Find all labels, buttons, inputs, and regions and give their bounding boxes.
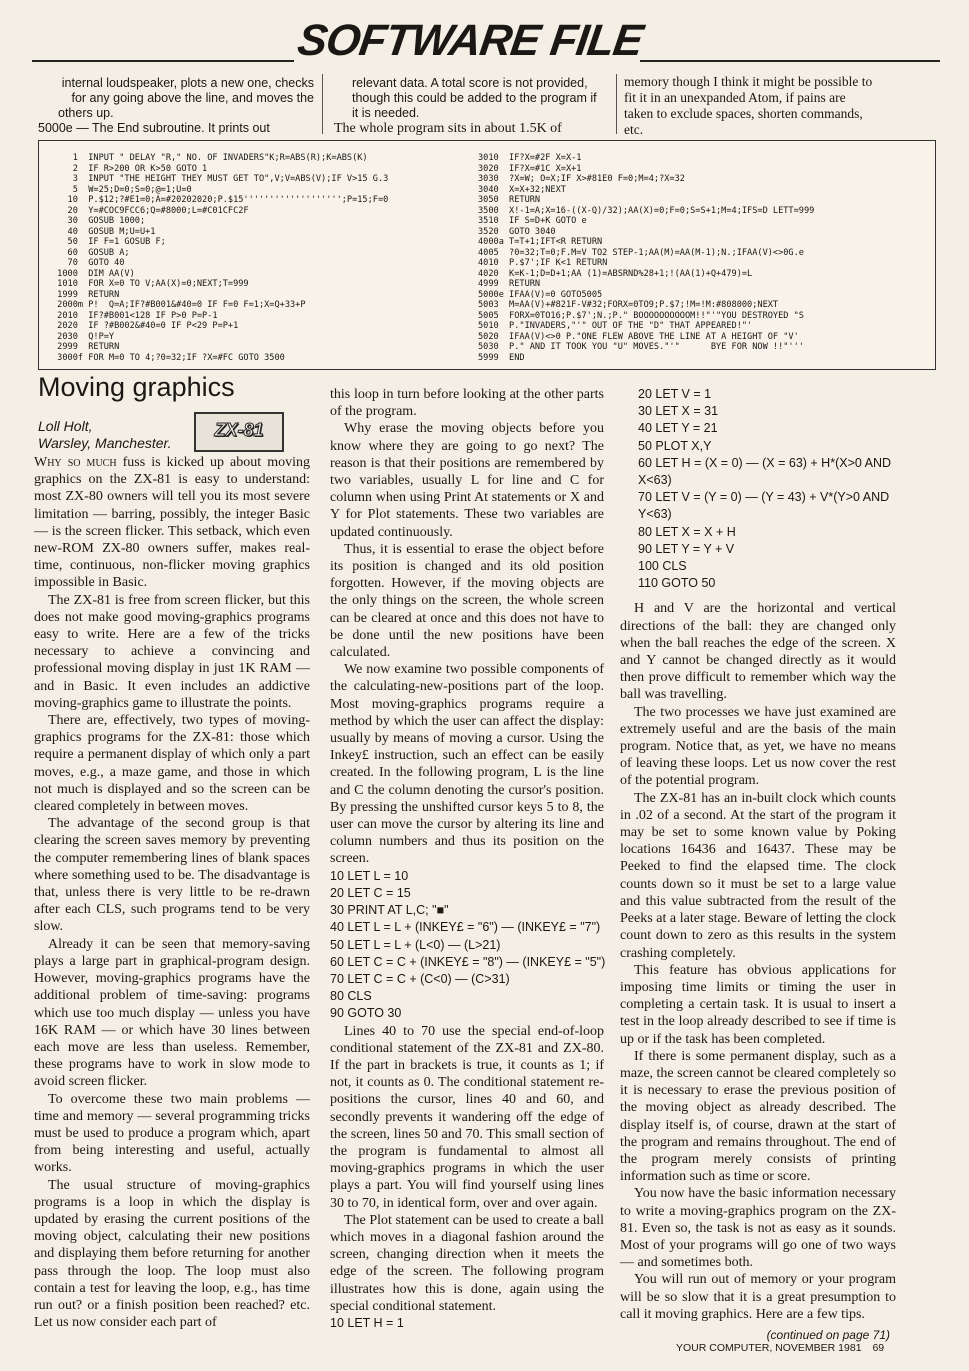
- listing-line: 90 LET Y = Y + V: [638, 541, 735, 556]
- code-line: 50 IF F=1 GOSUB F;: [52, 237, 166, 247]
- listing-line: 20 LET C = 15: [330, 885, 411, 900]
- paragraph: If there is some permanent display, such as a maze, the screen cannot be cleared completely so it is necessary to erase the previous position of the moving object as already described. The display itself is, of course, drawn at the start of the program and remains throughout. The end of the program merely consists of printing information such as time or score.: [620, 1048, 896, 1185]
- code-line: 5003 M=AA(V)+#821F-V#32;FORX=0TO9;P.$7;!M=!M:#808000;NEXT: [478, 300, 779, 310]
- code-line: 3520 GOTO 3040: [478, 226, 556, 237]
- code-line: 2999 RETURN: [52, 342, 120, 352]
- code-line: 2030 Q!P=Y: [52, 331, 115, 342]
- paragraph: Lines 40 to 70 use the special end-of-loop conditional statement of the ZX-81 and ZX-80. If the part in brackets is true, it counts as 1; if not, it counts as 0. The conditional statement re-positions the cursor, lines 40 and 60, and secondly prevents it wandering off the edge of the screen, lines 50 and 70. This small section of the program is fundamental to almost all moving-graphics programs in which the user plays a part. You will find yourself using lines 30 to 70, in identical form, over and over again.: [330, 1023, 604, 1211]
- code-line: 2000m P! Q=A;IF?#B001&#40=0 IF F=0 F=1;X=Q+33+P: [52, 300, 306, 310]
- program-listing-ball-start: [330, 1315, 604, 1332]
- listing-line: X<63): [638, 473, 672, 488]
- code-line: 5030 P." AND IT TOOK YOU "U" MOVES."'" BYE FOR NOW !!"''': [478, 342, 804, 352]
- top-left-line: for any going above the line, and moves the: [71, 91, 314, 105]
- paragraph: The usual structure of moving-graphics programs is a loop in which the display is updated by erasing the current positions of the moving object, calculating their new positions and displaying them before returning for another pass through the loop. The loop must also contain a test for leaving the loop, e.g., has time run out? or a finish position been reached? etc. Let us now consider each part of: [34, 1177, 310, 1331]
- paragraph: The ZX-81 is free from screen flicker, but this does not make good moving-graphics programs easy to write. Here are a few of the tricks necessary to achieve a convincing and professional moving display in just 1K RAM — and in Basic. It even includes an addictive moving-graphics game to illustrate the points.: [34, 592, 310, 711]
- paragraph: The Plot statement can be used to create a ball which moves in a diagonal fashion around the screen, changing direction when it meets the edge of the screen. The following program illustrates how this is done, again using the special conditional statement.: [330, 1212, 604, 1314]
- top-middle-line: it is needed.: [352, 106, 420, 120]
- paragraph: We now examine two possible components of the calculating-new-positions part of the loop. Most moving-graphics programs require a method by which the user can affect the display: usually by means of moving a cursor. Using the Inkey£ instruction, such an effect can be easily created. In the following program, L is the line and C the column denoting the cursor's position. By pressing the unshifted cursor keys 5 to 8, the user can move the cursor by altering its line and column numbers and thus its position on the screen.: [330, 662, 604, 867]
- code-line: 4999 RETURN: [478, 279, 541, 289]
- top-middle-line: The whole program sits in about 1.5K of: [334, 121, 562, 136]
- code-line: 40 GOSUB M;U=U+1: [52, 226, 156, 237]
- top-column-divider: [322, 74, 323, 134]
- program-listing-cursor: [330, 868, 604, 1023]
- code-line: 1000 DIM AA(V): [52, 268, 135, 279]
- listing-line: 70 LET C = C + (C<0) — (C>31): [330, 971, 510, 986]
- top-right-line: fit it in an unexpanded Atom, if pains are: [624, 90, 846, 105]
- top-left-line: 5000e — The End subroutine. It prints out: [38, 121, 270, 135]
- continued-note: (continued on page 71): [766, 1327, 890, 1342]
- code-line: 3010 IF?X=#2F X=X-1: [478, 153, 582, 163]
- code-line: 10 P.$12;?#E1=0;A=#20202020;P.$15''''''''''''''''''';P=15;F=0: [52, 195, 389, 205]
- top-column-divider: [616, 74, 617, 134]
- paragraph: The two processes we have just examined are extremely useful and are the basis of the main program. Notice that, as yet, we have no means of leaving these loops. Let us now cover the rest of the potential program.: [620, 704, 896, 789]
- listing-line: 60 LET H = (X = 0) — (X = 63) + H*(X>0 AND: [638, 455, 892, 470]
- paragraph: To overcome these two main problems — time and memory — several programming tricks must be used to produce a program which, apart from being interesting and useful, actually works.: [34, 1091, 310, 1176]
- top-column-right: [624, 74, 902, 138]
- publication-line: YOUR COMPUTER, NOVEMBER 1981: [676, 1342, 862, 1354]
- paragraph: this loop in turn before looking at the other parts of the program.: [330, 387, 604, 420]
- code-line: 1 INPUT " DELAY "R," NO. OF INVADERS"K;R=ABS(R);K=ABS(K): [52, 153, 368, 163]
- listing-line: 10 LET L = 10: [330, 868, 409, 883]
- code-listing-right: [478, 153, 814, 363]
- listing-line: 110 GOTO 50: [638, 576, 716, 591]
- code-line: 30 GOSUB 1000;: [52, 216, 146, 226]
- paragraph: The ZX-81 has an in-built clock which counts in .02 of a second. At the start of the program it may be set to some known value by Poking locations 16436 and 16437. These may be Peeked to find the elapsed time. The clock counts down so it must be set to a large value and this value subtracted from the result of the Peeks at a later stage. Beware of letting the clock count down to zero as this results in the system crashing completely.: [620, 790, 896, 961]
- header-rule-right: [640, 60, 940, 62]
- listing-line: 100 CLS: [638, 559, 687, 574]
- program-listing-ball: [620, 386, 896, 592]
- badge-label: ZX-81: [214, 420, 264, 440]
- page-number: 69: [872, 1342, 885, 1354]
- top-right-line: taken to exclude spaces, shorten commands,: [624, 106, 863, 121]
- code-line: 5999 END: [478, 352, 525, 363]
- listing-line: 80 CLS: [330, 989, 372, 1004]
- code-line: 5000e IFAA(V)=0 GOTO5005: [478, 289, 603, 300]
- code-line: 3 INPUT "THE HEIGHT THEY MUST GET TO",V;V=ABS(V);IF V>15 G.3: [52, 174, 389, 184]
- listing-line: 90 GOTO 30: [330, 1006, 402, 1021]
- lead-in: Why so much: [34, 455, 117, 470]
- article-column-2: [330, 386, 604, 1332]
- top-right-line: etc.: [624, 122, 644, 137]
- listing-line: 50 PLOT X,Y: [638, 438, 712, 453]
- code-line: 4005 ?0=32;T=0;F.M=V TO2 STEP-1;AA(M)=AA(M-1);N.;IFAA(V)<>0G.e: [478, 247, 804, 258]
- code-line: 3000f FOR M=0 TO 4;?0=32;IF ?X=#FC GOTO 3500: [52, 352, 285, 363]
- top-column-middle: [334, 76, 612, 136]
- code-line: 60 GOSUB A;: [52, 247, 130, 258]
- listing-line: 10 LET H = 1: [330, 1315, 404, 1330]
- code-line: 1010 FOR X=0 TO V;AA(X)=0;NEXT;T=999: [52, 279, 249, 289]
- article-column-1: [34, 454, 310, 1331]
- code-line: 4010 P.$7';IF K<1 RETURN: [478, 258, 608, 268]
- code-line: 3050 RETURN: [478, 195, 541, 205]
- listing-line: 60 LET C = C + (INKEY£ = "8") — (INKEY£ = "5"): [330, 954, 606, 969]
- code-line: 2 IF R>200 OR K>50 GOTO 1: [52, 163, 208, 174]
- code-line: 4020 K=K-1;D=D+1;AA (1)=ABSRND%28+1;!(AA(1)+Q+479)=L: [478, 268, 753, 279]
- paragraph: Why erase the moving objects before you know where they are going to go next? The reason is that their positions are remembered by two variables, usually L for line and C for column when using Print At statements or X and Y for Plot statements. These two variables are updated continuously.: [330, 421, 604, 540]
- listing-line: 70 LET V = (Y = 0) — (Y = 43) + V*(Y>0 AND: [638, 490, 890, 505]
- article-column-3: [620, 386, 896, 1344]
- page-footer: [676, 1342, 884, 1354]
- code-line: 3500 X!-1=A;X=16-((X-Q)/32);AA(X)=0;F=0;S=S+1;M=4;IFS=D LETT=999: [478, 205, 815, 216]
- header-rule-left: [32, 60, 294, 62]
- top-column-left: [38, 76, 314, 136]
- code-line: 3020 IF?X=#1C X=X+1: [478, 163, 582, 174]
- code-line: 5010 P."INVADERS,"'" OUT OF THE "D" THAT APPEARED!"': [478, 321, 753, 331]
- top-right-line: memory though I think it might be possible to: [624, 74, 873, 89]
- code-line: 3030 ?X=W; O=X;IF X>#81E0 F=0;M=4;?X=32: [478, 174, 685, 184]
- code-line: 3040 X=X+32;NEXT: [478, 184, 566, 195]
- author-location: Warsley, Manchester.: [38, 435, 172, 451]
- listing-line: 80 LET X = X + H: [638, 524, 736, 539]
- code-line: 3510 IF S=D+K GOTO e: [478, 216, 587, 226]
- code-line: 70 GOTO 40: [52, 258, 125, 268]
- listing-line: 30 LET X = 31: [638, 404, 719, 419]
- top-left-line: others up.: [58, 106, 114, 120]
- listing-line: 20 LET V = 1: [638, 387, 712, 401]
- listing-line: 40 LET L = L + (INKEY£ = "6") — (INKEY£ = "7"): [330, 920, 601, 935]
- code-line: 20 Y=#COC9FCC6;Q=#8000;L=#C01CFC2F: [52, 205, 249, 216]
- paragraph: There are, effectively, two types of moving-graphics programs for the ZX-81: those which require a permanent display of which only a part moves, e.g., a maze game, and those in which not much is displayed and so the screen can be cleared completely in between moves.: [34, 713, 310, 815]
- paragraph: H and V are the horizontal and vertical directions of the ball: they are changed only when the ball reaches the edge of the screen. X and Y cannot be changed directly as it would then prove difficult to remember which way the ball was travelling.: [620, 601, 896, 703]
- top-middle-line: relevant data. A total score is not provided,: [352, 76, 588, 90]
- listing-line: 40 LET Y = 21: [638, 421, 718, 436]
- zx81-badge: [194, 412, 284, 452]
- code-line: 1999 RETURN: [52, 289, 120, 300]
- top-middle-line: though this could be added to the program if: [352, 91, 597, 105]
- author-name: Loll Holt,: [38, 418, 93, 434]
- section-banner: SOFTWARE FILE: [294, 16, 646, 65]
- code-line: 2010 IF?#B001<128 IF P>0 P=P-1: [52, 310, 218, 321]
- listing-line: 30 PRINT AT L,C; "■": [330, 903, 449, 918]
- top-left-line: internal loudspeaker, plots a new one, checks: [61, 76, 314, 90]
- code-line: 5005 FORX=0TO16;P.$7';N.;P." BOOOOOOOOOOM!!"'"YOU DESTROYED "S: [478, 310, 804, 321]
- paragraph: You will run out of memory or your program will be so slow that it is a great presumption to call it moving graphics. Here are a few tips.: [620, 1272, 896, 1322]
- paragraph: Already it can be seen that memory-saving plays a large part in graphical-program design. However, moving-graphics programs have the additional problem of time-saving: programs which use too much display — unless you have 16K RAM — or which have 30 lines between each move are less than useless. Remember, these programs have to work in slow mode to avoid screen flicker.: [34, 936, 310, 1090]
- code-line: 5020 IFAA(V)<>0 P."ONE FLEW ABOVE THE LINE AT A HEIGHT OF "V': [478, 331, 799, 342]
- article-author: [38, 418, 172, 452]
- listing-line: Y<63): [638, 507, 672, 522]
- paragraph: This feature has obvious applications for imposing time limits or timing the user in completing a certain task. It is usual to insert a test in the loop already described to see if time is up or if the task has been completed.: [620, 962, 896, 1047]
- article-title: Moving graphics: [38, 372, 235, 402]
- code-line: 5 W=25;D=0;S=0;@=1;U=0: [52, 184, 192, 195]
- code-line: 4000a T=T+1;IFT<R RETURN: [478, 237, 603, 247]
- paragraph: Why so much fuss is kicked up about moving graphics on the ZX-81 is easy to understand: most ZX-80 owners will tell you its most severe limitation — barring, possibly, the integer Basic — is the screen flicker. This setback, which even new-ROM ZX-80 owners suffer, makes real-time, continuous, non-flicker moving graphics impossible in Basic.: [34, 455, 310, 591]
- paragraph: You now have the basic information necessary to write a moving-graphics program on the ZX-81. Even so, the task is not as easy as it sounds. Most of your programs will go one of two ways — and sometimes both.: [620, 1186, 896, 1271]
- paragraph: The advantage of the second group is that clearing the screen saves memory by preventing the computer remembering lines of blank spaces where something used to be. The disadvantage is that, unless there is very little to be re-drawn after each CLS, such programs tend to be very slow.: [34, 816, 310, 935]
- listing-line: 50 LET L = L + (L<0) — (L>21): [330, 937, 501, 952]
- code-listing-left: [52, 153, 388, 363]
- code-line: 2020 IF ?#B002&#40=0 IF P<29 P=P+1: [52, 321, 239, 331]
- paragraph: Thus, it is essential to erase the object before its position is changed and its old position forgotten. However, if the moving objects are the only things on the screen, the whole screen can be cleared at once and this does not have to be done until the new positions have been calculated.: [330, 541, 604, 661]
